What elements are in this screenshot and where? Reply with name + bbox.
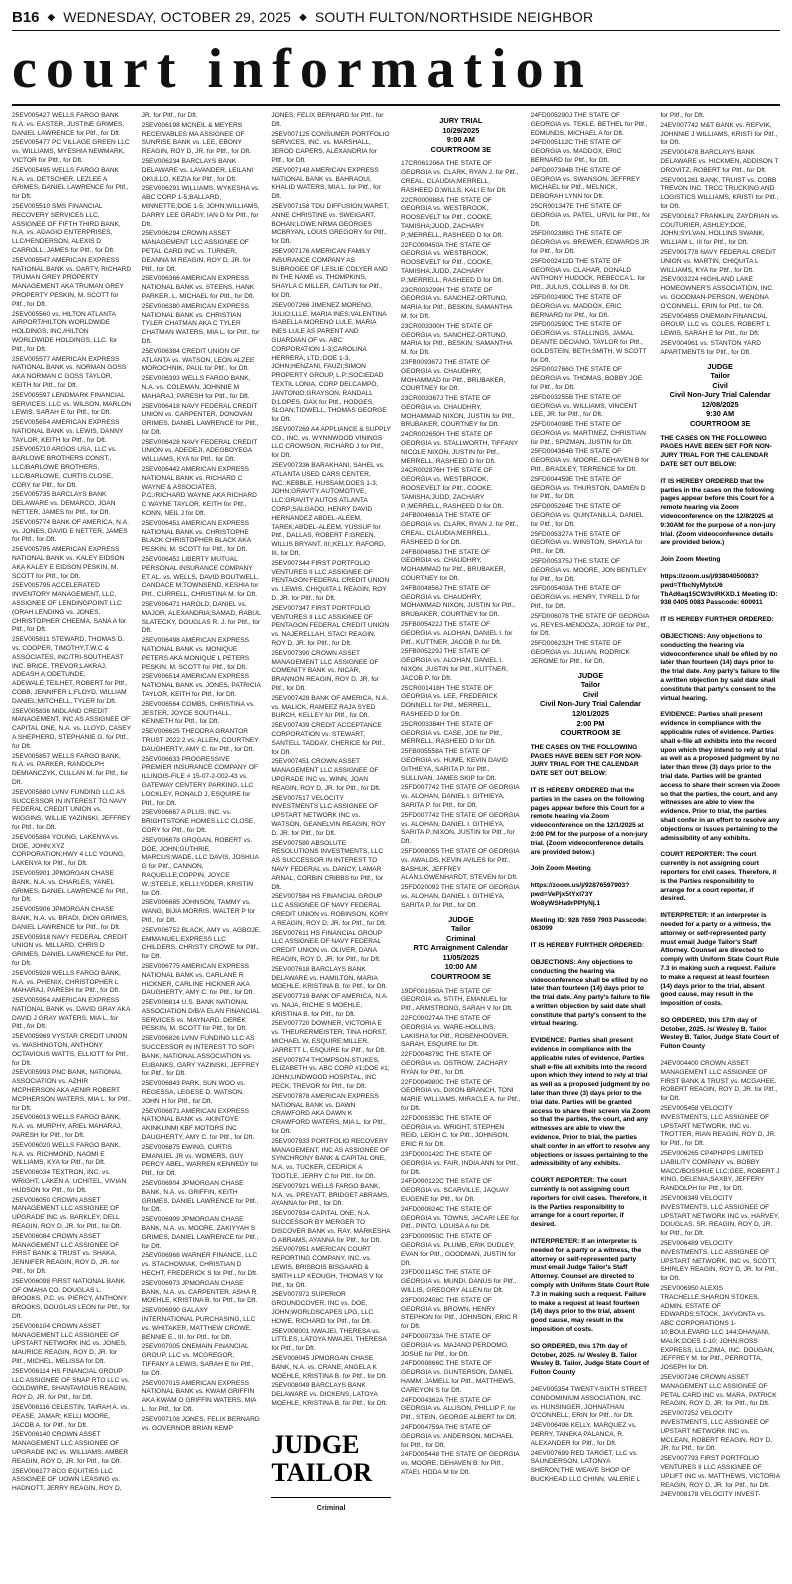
case-entry: 24FD004759A THE STATE OF GEORGIA vs. ANDERSON, MICHAEL for Pltf., for Dft. bbox=[400, 1423, 514, 1449]
calendar-heading-line: JUDGE bbox=[707, 361, 733, 371]
case-entry: 25EV007793 FIRST PORTFOLIO VENTURES II LLC ASSIGNEE OF UPLIFT INC vs. MATTHEWS, VICTORIA REAGIN, ROY D, JR. for Pltf., for Dft. bbox=[660, 1455, 780, 1489]
case-entry: 24EV007742 M&T BANK vs. REFVIK, JOHNNIE J WILLIAMS, KRISTI for Pltf., for Dft. bbox=[660, 121, 778, 147]
case-entry: 25FD008055 THE STATE OF GEORGIA vs. AWALDS, KEVIN AVILES for Pltf., BASHUK, JEFFREY ALAN;LOWENHARDT, STEVEN for Dft. bbox=[400, 847, 520, 882]
case-entry: 25EV007336 BARAKHANI, SAHEL vs. ATLANTA USED CARS CENTER, INC.;KEBBLE, HUSSAM;DOES 1-3; JOHN;GRAVITY AUTOMOTIVE, LLC;GRAVITY AUTOS ATLANTA CORP;SALGADO, HENRY DAVID HERNANDEZ ABDEL-ALEEM, TAREK;ABDEL-ALEEM, YUSSUF for Pltf., DALLAS, ROBERT F;GREEN, WILLIS BRYANT, III;;KELLY, RAFORD, III, for Dft. bbox=[271, 462, 386, 558]
calendar-heading-line: Civil Non-Jury Trial Calendar bbox=[669, 390, 771, 400]
case-entry: 25CR001347E THE STATE OF GEORGIA vs. PATEL, URVIL for Pltf., for Dft. bbox=[530, 202, 650, 228]
case-entry: 25EV006177 BCG EQUITIES LLC ASSIGNEE OF UOWN LEASING vs. HADNOTT, JERRY REAGIN, ROY D, bbox=[12, 1467, 122, 1493]
case-entry: 25FD020092 THE STATE OF GEORGIA vs. ALOHAN, DANIEL I. GITHIEYA, SARITA P. for Pltf., for Dft. bbox=[400, 884, 520, 909]
case-entry: 25EV005654 AMERICAN EXPRESS NATIONAL BANK vs. LEWIS, DANNY TAYLOR, KEITH for Pltf., for Dft. bbox=[12, 419, 124, 444]
column-3 bbox=[271, 112, 391, 1578]
case-entry: 25EV007951 AMERICAN COURT REPORTING COMPANY, INC. vs. LEWIS, BRISBOIS BISGAARD & SMITH LLP KEOUGH, THOMAS V for Pltf., for Dft. bbox=[271, 1246, 384, 1289]
order-paragraph: COURT REPORTER: The court currently is not assigning court reporters for civil cases. Therefore, it is the Parties responsibility to arrange for a court reporter, if desired. bbox=[530, 1177, 647, 1229]
case-entry: 25FD002590C THE STATE OF GEORGIA vs. STALLINGS, JAMAL DEANTE DECIANO, TAYLOR for Pltf., GOLDSTEIN, BETH;SMITH, W SCOTT for Dft. bbox=[530, 321, 647, 364]
case-entry: 25EV006034 TEXTRON, INC. vs. WRIGHT, LAKEN A. UCHITEL, VIVIAN HUDSON for Pltf., for Dft. bbox=[12, 1169, 127, 1194]
order-paragraph: INTERPRETER: If an interpreter is needed for a party or a witness, the attorney or self-represented party must email Judge Tailor's Staff Attorney. Counsel are directed to comply with Uniform State Court Rule 7.3 in making such a request. Failure to make a request at least fourteen (14) days prior to the trial, absent good cause, may result in the imposition of costs. bbox=[530, 1238, 650, 1333]
case-entry: JR. for Pltf., for Dft. bbox=[141, 112, 198, 119]
case-entry: 25EV006291 WILLIAMS, WYKESHA vs. ABC CORP 1-5;BALLARD, MINNETTE;DOE 1-5; JOHN;WILLIAMS, DARRY LEE GRADY, IAN D for Pltf., for Dft. bbox=[141, 185, 260, 228]
case-entry: 24FD000824C THE STATE OF GEORGIA vs. TOWNS, JACARI LEE for Pltf., PINTO, LOUISA A for Dft. bbox=[400, 1205, 519, 1231]
case-entry: 25EV005427 WELLS FARGO BANK N.A. vs. EASTER, JUSTINE GRIMES, DANIEL LAWRENCE for Pltf., for Dft. bbox=[12, 112, 125, 137]
case-entry: 25EV007266 JIMENEZ MORENO, JULIO;LLLE, MARIA INES;VALENTINA ISABELLA MORENO LULE, MARIA INES LULE AS PARENT AND GUARDIAN OF vs. ABC CORPORATION 1-3;CAROLINA HERRERA, LTD.;DOE 1-3, JOHN;HENZANI, FAUZI;SIMON PROPERTY GROUP, L.P.;SOCIEDAD TEXTIL LONIA, CORP DELCAMPO, JANTONIO;GRAYSON, RANDALL D;LOPES, DAX for Pltf., HODGES, SLOAN;TIDWELL, THOMAS GEORGE for Dft. bbox=[271, 301, 387, 424]
order-paragraph: IT IS HEREBY ORDERED that the parties in the cases on the following pages appear before this Court for a remote hearing via Zoom videoconference on the 12/1/2025 at 2:00 PM for the purpose of a non-jury trial. (Zoom videoconference details are provided below.) bbox=[530, 786, 648, 856]
case-entry: 25EV007584 HS FINANCIAL GROUP LLC ASSIGNEE OF NAVY FEDERAL CREDIT UNION vs. ROBINSON, KORY A REAGIN, ROY D, JR. for Pltf., for Dft. bbox=[271, 893, 389, 927]
case-entry: 25EV006875 EWING, CURTIS EMANUEL JR vs. WOMERS, GUY PERCY ABEL, WARREN KENNEDY for Pltf., for Dft. bbox=[141, 1143, 259, 1178]
case-entry: 25FD007742 THE STATE OF GEORGIA vs. ALOHAN, DANIEL I. GITHIEYA, SARITA P.;NIXON, JUSTIN for Pltf., for Dft. bbox=[400, 811, 520, 846]
case-entry: 22FD004879C THE STATE OF GEORGIA vs. OSTROW, ZACHARY RYAN for Pltf., for Dft. bbox=[400, 1051, 508, 1076]
case-entry: 25EV006384 CREDIT UNION OF ATLANTA vs. WATSON, LEON ALZEE MOROCHNIK, PAUL for Pltf., for Dft. bbox=[141, 347, 255, 373]
case-entry: 25FD004098E THE STATE OF GEORGIA vs. MARTINEZ, CHRISTIAN for Pltf., SPIZMAN, JUSTIN for Dft. bbox=[530, 421, 646, 446]
case-entry: 25EV006950 ALEXIS TRACHELLE;SHARON STOKES, ADMIN. ESTATE OF EDWARDS;STOCK, JAYVONTA vs. ABC CORPORATIONS 1-10;BOULEVARD LLC 144;DHANANI, MALIK;DOES 1-10; JOHN;ROSS EXPRESS, LLC;ZIMA, INC. DOUGAN, JEFFREY M. for Pltf., PERROTTA, JOSEPH for Dft. bbox=[660, 1285, 775, 1372]
case-entry: 25EV007720 DOWNER, VICTORIA E vs. THEURERMEISTER, TINA HORST, MICHAEL W, ESQUIRE;MILLER, JARRETT L, ESQUIRE for Pltf., for Dft. bbox=[271, 1020, 387, 1054]
order-paragraph: OBJECTIONS: Any objections to conducting the hearing via videoconference shall be efiled by no later than fourteen (14) days prior to the trial date. Any party's failure to file a written objection by said date shall constitute that party's consent to the virtual hearing. bbox=[660, 633, 780, 702]
case-entry: 25EV006843 PARK, SUN WOO vs. REGESSA, LEGESE D. WATSON, JOHN H for Pltf., for Dft. bbox=[141, 1080, 246, 1105]
case-entry: 25EV006973 JPMORGAN CHASE BANK, N.A. vs. CARPENTER, ASHA R. MOEHLE, KRISTINA B. for Pltf., for Dft. bbox=[141, 1279, 259, 1305]
case-entry: 25EV006084 CROWN ASSET MANAGEMENT LLC ASSIGNEE OF FIRST BANK & TRUST vs. SHAKA, JENNIFER REAGIN, ROY D, JR. for Pltf., for Dft. bbox=[12, 1232, 120, 1275]
case-entry: 25FD002490C THE STATE OF GEORGIA vs. MADDOX, ERIC BERNARD for Pltf., for Dft. bbox=[530, 293, 622, 319]
case-entry: 23FD001145C THE STATE OF GEORGIA vs. MUNDI, DANUS for Pltf., WILLIS, GREGORY ALLEN for Dft. bbox=[400, 1269, 517, 1294]
case-entry: 25EV005560 vs. HILTON ATLANTA AIRPORT/HILTON WORLDWIDE HOLDINGS, INC./HILTON WORLDWIDE HOLDINGS, LLC. for Pltf., for Dft. bbox=[12, 310, 118, 353]
calendar-heading-line: 9:00 AM bbox=[446, 135, 475, 145]
case-entry: 25EV007933 PORTFOLIO RECOVERY MANAGEMENT, INC AS ASSIGNEE OF SYNCHRONY BANK & CAPITAL ONE, N.A. vs. TUCKER, CEDRICK A TOOTLE, JERRY C for Pltf., for Dft. bbox=[271, 1137, 390, 1181]
case-entry: 25EV005836 MIDLAND CREDIT MANAGEMENT, INC AS ASSIGNEE OF CAPITAL ONE, N.A. vs. LLOYD, CASEY A SHEPHERD, STEPHANIE G. for Pltf., for Dft. bbox=[12, 707, 131, 750]
order-paragraph: THE CASES ON THE FOLLOWING PAGES HAVE BEEN SET FOR NON-JURY TRIAL FOR THE CALENDAR DATE SET OUT BELOW: bbox=[530, 743, 643, 778]
case-entry: 25EV006393 WELLS FARGO BANK, N.A. vs. COLEMAN, JOHNNIE M MAHARAJ, PARESH for Pltf., for Dft. bbox=[141, 375, 251, 400]
case-entry: 25FD003255B THE STATE OF GEORGIA vs. WILLIAMS, VINCENT LEE, JR. for Pltf., for Dft. bbox=[530, 393, 638, 419]
case-entry: 25EV006871 AMERICAN EXPRESS NATIONAL BANK vs. AKINTOYE AKINKUNMI KBF MOTORS INC DAUGHERTY, AMY C. for Pltf., for Dft. bbox=[141, 1107, 255, 1142]
case-entry: 25EV006116 CELESTIN, TAIRAH A. vs. PEASE, JAMAR; KELLI MOORE, JACOB A. for Pltf., for Dft. bbox=[12, 1403, 129, 1429]
case-entry: 25EV005458 VELOCITY INVESTMENTS, LLC ASSIGNEE OF UPSTART NETWORK, INC vs. TROTTER, RIAN REAGIN, ROY D, JR. for Pltf., for Dft. bbox=[660, 1105, 776, 1148]
case-entry: 25EV006909 JPMORGAN CHASE BANK, N.A. vs. MOORE, ZAKIYYAH S GRIMES, DANIEL LAWRENCE for Pltf., for Dft. bbox=[141, 1216, 259, 1250]
case-entry: 25EV006471 HAROLD, DANIEL vs. MAJOR, ALEXANDRIA;SAMAD, RABUL SLATECKY, DOUGLAS R. J. for Pltf., for Dft. bbox=[141, 601, 261, 635]
section-name: SOUTH FULTON/NORTHSIDE NEIGHBOR bbox=[314, 9, 594, 25]
case-entry: 25EV008049 BARCLAYS BANK DELAWARE vs. DICKENS, LATOYA MOEHLE, KRISTINA B. for Pltf., for Dft. bbox=[271, 1382, 388, 1407]
case-entry: 25EV006990 GALAXY INTERNATIONAL PURCHASING, LLC vs. WHITAKER, MATTHEW CROWE, BENNIE E., III. for Pltf., for Dft. bbox=[141, 1307, 256, 1341]
case-entry: 25EV006904 JPMORGAN CHASE BANK, N.A. vs. GRIFFIN, KEITH GRIMES, DANIEL LAWRENCE for Pltf., for Dft. bbox=[141, 1180, 259, 1214]
case-entry: 25EV006265 CP4PHPPS LIMITED LIABILITY COMPANY vs. BOBBY MACC/BOSSHUE LLC;GEE, ROBERT J KING, DELENIA;SAXBY, JEFFERY RANDOLPH for Pltf., for Dft. bbox=[660, 1150, 780, 1193]
case-entry: 25FD005375J THE STATE OF GEORGIA vs. MOORE, JON BENTLEY for Pltf., for Dft. bbox=[530, 558, 647, 583]
case-entry: 25EV006104 CROWN ASSET MANAGEMENT LLC ASSIGNEE OF UPSTART NETWORK INC vs. JONES, MAURICE REAGIN, ROY D, JR. for Pltf., MICHEL, MELISSA for Dft. bbox=[12, 1322, 127, 1365]
calendar-heading-line: Civil Non-Jury Trial Calendar bbox=[539, 699, 642, 709]
case-entry: 25EV006775 AMERICAN EXPRESS NATIONAL BANK vs. CARLANE R HICKNER, CARLINE HICKNER AKA DAUGHERTY, AMY C. for Pltf., for Dft. bbox=[141, 962, 255, 997]
case-entry: 25EV006442 AMERICAN EXPRESS NATIONAL BANK vs. RICHARD C WAYNE & ASSOCIATES, P.C./RICHARD WAYNE AKA RICHARD C WAYNE TAYLOR, KEITH for Pltf., KONN, NEIL J for Dft. bbox=[141, 466, 257, 518]
case-entry: 25EV006428 NAVY FEDERAL CREDIT UNION vs. ADEDEJI, ADEGBOYEGA WILLIAMS, KYA for Pltf., for Dft. bbox=[141, 438, 258, 464]
case-entry: 25EV005735 BARCLAYS BANK DELAWARE vs. DEMARCO, JOAN NETTER, JAMES for Pltf., for Dft. bbox=[12, 491, 116, 517]
case-entry: 25EV007158 TDU DIFFUSION;WARET, ANNE CHRISTINE vs. SWEIGART, BOHAN;LOWE;NRMA GEORGES MCBRYAN, LOUIS GREGORY for Pltf., for Dft. bbox=[271, 202, 389, 246]
order-paragraph: EVIDENCE: Parties shall present evidence in compliance with the applicable rules of evidence. Parties shall e-file all exhibits into the record upon which they intend to rely at trial as well as a proposed judgment by no later than three (3) days prior to the trial date. Parties will be granted access to share their screen via Zoom so that the parties, the court, and any witnesses are able to view the evidence. Prior to trial, the parties shall confer in an effort to resolve any objections or issues pertaining to the admissibility of any exhibits. bbox=[660, 711, 780, 842]
calendar-heading-line: COURTROOM 3E bbox=[430, 144, 491, 154]
case-entry: 24FD000122C THE STATE OF GEORGIA vs. SCARVILLE, JAQUAY EUGENE for Pltf., for Dft. bbox=[400, 1178, 510, 1203]
case-entry: 25EV007246 CROWN ASSET MANAGEMENT LLC ASSIGNEE OF PETAL CARD INC vs. MARA, PATRICK REAGIN, ROY D, JR. for Pltf., for Dft. bbox=[660, 1373, 777, 1408]
case-entry: 25EV007428 BANK OF AMERICA, N.A. vs. MALICK, RAMEEZ RAJA SYED BURCH, KELLEY for Pltf., for Dft. bbox=[271, 694, 389, 720]
case-entry: 25EV006020 WELLS FARGO BANK, N.A. vs. RICHMOND, NAOMI E WILLIAMS, KYA for Pltf., for Dft. bbox=[12, 1141, 121, 1167]
case-entry: 25EV007015 AMERICAN EXPRESS NATIONAL BANK vs. KWAM GRIFFIN AKA KWAM O GRIFFIN WATERS, MIA L. for Pltf., for Dft. bbox=[141, 1379, 257, 1413]
order-paragraph: IT IS HEREBY ORDERED that the parties in the cases on the following pages appear before this Court for a remote hearing via Zoom videoconference on the 12/8/2025 at 9:30AM for the purpose of a non-jury trial. (Zoom videoconference details are provided below.) bbox=[660, 477, 776, 547]
calendar-heading bbox=[660, 362, 780, 429]
page-number: B16 bbox=[12, 8, 40, 26]
case-entry: 25EV005577 AMERICAN EXPRESS NATIONAL BANK vs. NORMAN GOSS AKA NORMAN C GOSS TAYLOR, KEITH for Pltf., for Dft. bbox=[12, 355, 127, 389]
column-1 bbox=[12, 112, 132, 1578]
calendar-heading-line: 11/05/2025 bbox=[442, 952, 480, 962]
order-paragraph: https://zoom.us/j/93804050083?pwd=TfbcNyMyIxU6 TbAd6aq15CW3vlRKXD.1 Meeting ID: 938 0405 0083 Passcode: 600911 bbox=[660, 573, 778, 607]
order-paragraph: THE CASES ON THE FOLLOWING PAGES HAVE BEEN SET FOR NON-JURY TRIAL FOR THE CALENDAR DATE SET OUT BELOW: bbox=[660, 434, 772, 469]
case-entry: 25EV001478 BARCLAYS BANK DELAWARE vs. HICKMEN, ADDISON T OROVITZ, ROBERT for Pltf., for Dft. bbox=[660, 149, 779, 174]
case-entry: for Pltf., for Dft. bbox=[660, 112, 705, 119]
case-entry: 25EV007451 CROWN ASSET MANAGEMENT LLC ASSIGNEE OF UPGRADE INC vs. WINN, JOAN REAGIN, ROY D, JR. for Pltf., for Dft. bbox=[271, 758, 381, 792]
case-entry: 24FB004661A THE STATE OF GEORGIA vs. CLARK, RYAN J. for Pltf., CREAL, CLAUDIA;MERRELL, RASHEED D for Dft. bbox=[400, 512, 519, 546]
case-entry: 25EV007176 AMERICAN FAMILY INSURANCE COMPANY AS SUBROGEE OF LESLIE COLYER AND IN THE NAME vs. THOMPKINS, SHAYLA C MILLER, CAITLIN for Pltf., for Dft. bbox=[271, 247, 388, 299]
order-paragraph: INTERPRETER: If an interpreter is needed for a party or a witness, the attorney or self-represented party must email Judge Tailor's Staff Attorney. Counsel are directed to comply with Uniform State Court Rule 7.3 in making such a request. Failure to make a request at least fourteen (14) days prior to the trial, absent good cause, may result in the imposition of costs. bbox=[660, 912, 780, 1008]
case-entry: 25FD004364B THE STATE OF GEORGIA vs. MOORE, DEHAVEN B for Pltf., BRADLEY, TERRENCE for Dft. bbox=[530, 448, 649, 474]
order-paragraph: https://zoom.us/j/92876597903?pwd=VePjx5tYxI73Y Wo8yWSHa9rPPfyNj.1 bbox=[530, 882, 630, 907]
calendar-heading-line: COURTROOM 3E bbox=[560, 728, 621, 738]
case-entry: 25EV007125 CONSUMER PORTFOLIO SERVICES, INC. vs. MARSHALL, JEROD CAPERS, ALEXANDRIA for Pltf., for Dft. bbox=[271, 130, 390, 164]
column-4 bbox=[401, 112, 521, 1578]
case-entry: 25FD002412D THE STATE OF GEORGIA vs. CLAHAR, DONALD ANTHONY HUDOCK, REBECCA L. for Pltf., JULIUS, COLLINS B. for Dft. bbox=[530, 257, 646, 292]
case-entry: 25CR003384H THE STATE OF GEORGIA vs. CASE, JOE for Pltf., MERRELL, RASHEED D for Dft. bbox=[400, 720, 503, 746]
case-entry: 25EV005795 ACCELERATED INVENTORY MANAGEMENT, LLC, ASSIGNEE OF LENDINGPOINT LLC (ORAH LENDING vs. JONES, CHRISTOPHER CHEEMA, SANA A for Pltf., for Dft. bbox=[12, 582, 127, 634]
case-entry: 25EV007347 FIRST PORTFOLIO VENTURES II LLC ASSIGNEE OF PENTAGON FEDERAL CREDIT UNION vs. NAJERELLAH, STACI REAGIN, ROY D, JR. for Pltf., for Dft. bbox=[271, 604, 390, 648]
order-paragraph: Join Zoom Meeting bbox=[660, 556, 721, 564]
case-entry: 25EV007517 VELOCITY INVESTMENTS LLC ASSIGNEE OF UPSTART NETWORK INC vs. WATSON, GEANELVIN REAGIN, ROY D, JR. for Pltf., for Dft. bbox=[271, 794, 386, 837]
case-entry: 25CR001418H THE STATE OF GEORGIA vs. LEE, FREDERICK DONNELL for Pltf., MERRELL, RASHEED D for Dft. bbox=[400, 684, 498, 718]
case-entry: 25FD005284E THE STATE OF GEORGIA vs. QUINTANILLA, DANIEL for Pltf., for Dft. bbox=[530, 503, 644, 528]
case-entry: 24EV008178 VELOCITY INVEST- bbox=[660, 1491, 761, 1499]
case-entry: 24FB004856J THE STATE OF GEORGIA vs. CHAUDHRY, MOHAMMAD for Pltf., BRUBAKER, COURTNEY for Dft. bbox=[400, 548, 506, 583]
case-entry: 25EV006685 JOHNSON, TAMMY vs. WANG, BIJIA MORRIS, WALTER P for Pltf., for Dft. bbox=[141, 899, 256, 924]
page-header bbox=[12, 6, 780, 28]
case-entry: 25EV006050 CROWN ASSET MANAGEMENT LLC ASSIGNEE OF UPGRADE INC vs. BARKLEY, DELL REAGIN, ROY D, JR. for Pltf., for Dft. bbox=[12, 1196, 122, 1231]
case-entry: 25EV007580 ABSOLUTE RESOLUTIONS INVESTMENTS, LLC AS SUCCESSOR IN INTEREST TO NAVY FEDERAL vs. DANCY, LAMAR ARNAL, CORBIN CRIBBS for Pltf., for Dft. bbox=[271, 839, 384, 891]
case-entry: 25EV007972 SUPERIOR GROUNDCOVER, INC vs. DOE, JOHN;WORLDSCAPES LPG, LLC HOWE, RICHARD for Pltf., for Dft. bbox=[271, 1291, 374, 1325]
case-entry: 25FB005229J THE STATE OF GEORGIA vs. ALOHAN, DANIEL I. NIXON, JUSTIN for Pltf., KUTTNER, JACOB P. for Dft. bbox=[400, 648, 508, 682]
header-rule bbox=[12, 30, 780, 31]
case-entry: 25EV006968 WARNER FINANCE, LLC vs. STACHOWIAK, CHRISTIAN D HECHT, FREDERICK S for Pltf., for Dft. bbox=[141, 1252, 258, 1277]
case-entry: 25EV006752 BLACK, AMY vs. AGBOJE, EMMANUEL;EXPRESS LLC CHILDERS, CHRISTY CROWE for Pltf., for Dft. bbox=[141, 926, 262, 961]
case-entry: 25FB005558A THE STATE OF GEORGIA vs. HUME, KEVIN DAVID GITHIEYA, SARITA P. for Pltf., SULLIVAN, JAMES SKIP for Dft. bbox=[400, 748, 508, 782]
calendar-heading bbox=[531, 671, 651, 738]
judge-subheading: Criminal bbox=[271, 1497, 391, 1513]
calendar-heading bbox=[401, 116, 521, 154]
calendar-heading-line: Civil bbox=[582, 689, 599, 699]
case-entry: 23CR003367J THE STATE OF GEORGIA vs. CHAUDHRY, MOHAMMAD NIXON, JUSTIN for Pltf., BRUBAKER, COURTNEY for Dft. bbox=[400, 395, 515, 429]
calendar-heading-line: Criminal bbox=[446, 933, 476, 943]
case-entry: 25EV004855 ONEMAIN FINANCIAL GROUP, LLC vs. COLES, ROBERT L LEWIS, SARAH E for Pltf., for Dft. bbox=[660, 312, 771, 338]
order-paragraph: EVIDENCE: Parties shall present evidence in compliance with the applicable rules of evidence. Parties shall e-file all exhibits into the record upon which they intend to rely at trial as well as a proposed judgment by no later than three (3) days prior to the trial date. Parties will be granted access to share their screen via Zoom so that the parties, the court, and any witnesses are able to view the evidence. Prior to trial, the parties shall confer in an effort to resolve any objections or issues pertaining to the admissibility of any exhibits. bbox=[530, 1037, 651, 1168]
case-entry: 25EV006564 COMBS, CHRISTINA vs. JESTER, JOYCE SOUTHALL, KENNETH for Pltf., for Dft. bbox=[141, 700, 255, 726]
case-entry: 24EV007699 RED TARGET, LLC vs. SAUNDERSON, LATONYA SHERON;THE WEAVE SHOP OF BUCKHEAD LLC CHINN, VALERIE L bbox=[530, 1449, 641, 1483]
case-entry: 24EV006496 KELLY, MARQUEZ vs. PERRY, TANEKA PALANCA, R. ALEXANDER for Pltf., for Dft. bbox=[530, 1422, 637, 1447]
case-entry: 25EV007874 THOMPSON-STUKES, ELIZABETH vs. ABC CORP #1;DOE #1; JOHN;LINDWOOD HOSPITAL, INC PECK, TREVOR for Pltf., for Dft. bbox=[271, 1056, 390, 1091]
calendar-heading-line: 9:30 AM bbox=[706, 409, 735, 419]
case-entry: 25EV007611 HS FINANCIAL GROUP LLC ASSIGNEE OF NAVY FEDERAL CREDIT UNION vs. OLIVER, DANA REAGIN, ROY D, JR. for Pltf., for Dft. bbox=[271, 929, 382, 963]
case-entry: 25EV007618 BARCLAYS BANK DELAWARE vs. HAMILTON, MARIA MOEHLE, KRISTINA B. for Pltf., for Dft. bbox=[271, 965, 388, 991]
case-entry: 25EV007344 FIRST PORTFOLIO VENTURES II LLC ASSIGNEE OF PENTAGON FEDERAL CREDIT UNION vs. LEWIS, CHIQUITA L REAGIN, ROY D, JR. for Pltf., for Dft. bbox=[271, 559, 390, 603]
columns bbox=[12, 112, 780, 1578]
case-entry: 25EV007719 BANK OF AMERICA, N.A. vs. NAJA, RICHIE S MOEHLE, KRISTINA B. for Pltf., for Dft. bbox=[271, 993, 389, 1018]
case-entry: 25EV006826 LVNV FUNDING LLC AS SUCCESSOR IN INTEREST TO SOFI BANK, NATIONAL ASSOCIATION vs. EUBANKS, GARY YAZINSKI, JEFFREY for Pltf., for Dft. bbox=[141, 1035, 260, 1078]
case-entry: 25EV005993 PNC BANK, NATIONAL ASSOCIATION vs. AZHIR MCPHERSON AKA AENIR ROBERT MCPHERSON WATERS, MIA L. for Pltf., for Dft. bbox=[12, 1069, 132, 1112]
case-entry: 25EV007439 CREDIT ACCEPTANCE CORPORATION vs. STEWART, SANTELL TADDAY, CHERICE for Pltf., for Dft. bbox=[271, 722, 385, 756]
case-entry: 25EV006498 AMERICAN EXPRESS NATIONAL BANK vs. MONIQUE PETERS AKA MONIQUE L PETERS PESKIN, M. SCOTT for Pltf., for Dft. bbox=[141, 637, 250, 671]
case-entry: 25EV001778 NAVY FEDERAL CREDIT UNION vs. MARTIN, CHIQUITA L WILLIAMS, KYA for Pltf., for Dft. bbox=[660, 248, 776, 274]
case-entry: 24CR002876H THE STATE OF GEORGIA vs. WESTBROOK, ROOSEVELT for Pltf., COOKE, TAMISHA;JUDD, ZACHARY P.;MERRELL, RASHEED D for Dft. bbox=[400, 467, 504, 510]
case-entry: 25FD006078 THE STATE OF GEORGIA vs. REYES-MENDOZA, JORGE for Pltf., for Dft. bbox=[530, 612, 650, 638]
case-entry: 25EV006140 CROWN ASSET MANAGEMENT LLC ASSIGNEE OF UPGRADE INC vs. WILLIAMS, AMBER REAGIN, ROY D, JR. for Pltf., for Dft. bbox=[12, 1431, 129, 1465]
case-entry: 22CR000988A THE STATE OF GEORGIA vs. WESTBROOK, ROOSEVELT for Pltf., COOKE, TAMISHA;JUDD, ZACHARY P.;MERRELL, RASHEED D for Dft. bbox=[400, 196, 504, 239]
calendar-heading-line: COURTROOM 3E bbox=[689, 419, 751, 429]
case-entry: 25EV006234 BARCLAYS BANK DELAWARE vs. LAVANDER, LEILANI OKULLO, KEZIA for Pltf., for Dft. bbox=[141, 157, 254, 183]
case-entry: 25FD002388G THE STATE OF GEORGIA vs. BREWER, EDWARDS JR for Pltf., for Dft. bbox=[530, 230, 650, 255]
case-entry: 25EV006380 AMERICAN EXPRESS NATIONAL BANK vs. CHRISTIAN TYLER CHATMAN AKA C TYLER CHATMAN WATERS, MIA L. for Pltf., for Dft. bbox=[141, 302, 260, 345]
order-paragraph: IT IS HEREBY FURTHER ORDERED: bbox=[660, 616, 774, 624]
case-entry: 25EV007269 A4 APPLIANCE & SUPPLY CO., INC. vs. WYNNWOOD VININGS LLC CROWSON, RICHARD J for Pltf., for Dft. bbox=[271, 425, 391, 460]
case-entry: 25EV006452 LIBERTY MUTUAL PERSONAL INSURANCE COMPANY ET AL. vs. WELLS, DAVID BOUTWELL, CANDACE M;TOWNSEND, KESHIA for Pltf., CURRELL, CHRISTINA M. for Dft. bbox=[141, 556, 260, 599]
case-entry: 25EV007390 CROWN ASSET MANAGEMENT LLC ASSIGNEE OF COMENITY BANK vs. NICAR, BRANNON REAGIN, ROY D, JR. for Pltf., for Dft. bbox=[271, 649, 379, 692]
calendar-heading-line: 10/29/2025 bbox=[442, 125, 480, 135]
case-entry: 25EV008045 JPMORGAN CHASE BANK, N.A. vs. CRANE, ANGELA K MOEHLE, KRISTINA B. for Pltf., for Dft. bbox=[271, 1354, 388, 1380]
case-entry: 25EV008001 NWAJEI, THERESA vs. LITTLES, LATOYA NWAJEI, THERESA for Pltf., for Dft. bbox=[271, 1327, 387, 1353]
case-entry: 22FC000274A THE STATE OF GEORGIA vs. WARE-HOLLINS, LAKISHA for Pltf., ROSENHOOVER, SARAH, ESQUIRE for Dft. bbox=[400, 1015, 509, 1049]
order-paragraph: IT IS HEREBY FURTHER ORDERED: bbox=[530, 942, 645, 950]
case-entry: 23FD002408C THE STATE OF GEORGIA vs. BROWN, HENRY STEPHON for Pltf., JOHNSON, ERIC R for Dft. bbox=[400, 1296, 518, 1331]
calendar-heading-line: Tailor bbox=[451, 924, 471, 934]
case-entry: 24FD005290J THE STATE OF GEORGIA vs. TEKLE, BETHEL for Pltf., EDMUNDS, MICHAEL A for Dft. bbox=[530, 112, 648, 137]
calendar-heading bbox=[401, 915, 521, 982]
case-entry: 25EV006098 FIRST NATIONAL BANK OF OMAHA CO. DOUGLAS L. BROOKS, P.C. vs. PIERCY, ANTHONY BROOKS, DOUGLAS LEON for Pltf., for Dft. bbox=[12, 1277, 130, 1320]
case-entry: 25EV005495 WELLS FARGO BANK N.A. vs. DETSCHER, LEZLEE A GRIMES, DANIEL LAWRENCE for Pltf., for Dft. bbox=[12, 166, 129, 201]
case-entry: 25EV005785 AMERICAN EXPRESS NATIONAL BANK vs. KALEY EIDSON AKA KALEY E EIDSON PESKIN, M. SCOTT for Pltf., for Dft. bbox=[12, 546, 125, 580]
case-entry: 25EV007252 VELOCITY INVESTMENTS, LLC ASSIGNEE OF UPSTART NETWORK INC vs. MCLEAN, ROBERT REAGIN, ROY D, JR. for Pltf., for Dft. bbox=[660, 1410, 773, 1453]
case-entry: 25EV006814 U.S. BANK NATIONAL ASSOCIATION D/B/A ELAN FINANCIAL SERVICES vs. MAYNARD, DEREK PESKIN, M. SCOTT for Pltf., for Dft. bbox=[141, 999, 261, 1033]
case-entry: 25EV005547 AMERICAN EXPRESS NATIONAL BANK vs. DARTY, RICHARD TRUMAN GREY PROPERTY MANAGEMENT AKA TRUMAN GREY PROPERTY PESKIN, M. SCOTT for Pltf., for Dft. bbox=[12, 256, 132, 308]
case-entry: 25EV007878 AMERICAN EXPRESS NATIONAL BANK vs. DAWN CRAWFORD AKA DAWN K CRAWFORD WATERS, MIA L. for Pltf., for Dft. bbox=[271, 1092, 387, 1136]
order-paragraph: SO ORDERED, this 17th day of October, 2025. /s/ Wesley B. Tailor Wesley B. Tailor, Judge State Court of Fulton County bbox=[530, 1342, 650, 1377]
case-entry: 23FD000142C THE STATE OF GEORGIA vs. FAIR, INDIA ANN for Pltf., for Dft. bbox=[400, 1151, 519, 1176]
calendar-heading-line: 12/08/2025 bbox=[701, 399, 739, 409]
case-entry: 25EV006114 HS FINANCIAL GROUP LLC ASSIGNEE OF SNAP RTO LLC vs. GOLDWIRE, SHANTAVIOUS REAGIN, ROY D, JR. for Pltf., for Dft. bbox=[12, 1367, 130, 1402]
calendar-heading-line: COURTROOM 3E bbox=[430, 972, 491, 982]
case-entry: 25FD006232H THE STATE OF GEORGIA vs. JULIAN, RODRICK JEROME for Pltf., for Dft. bbox=[530, 640, 630, 665]
case-entry: 25EV004961 vs. STANTON YARD APARTMENTS for Pltf., for Dft. bbox=[660, 339, 761, 356]
case-entry: 24FD000733A THE STATE OF GEORGIA vs. MAJANO PERDOMO, JOSUE for Pltf., for Dft. bbox=[400, 1332, 509, 1358]
case-entry: 25EV006013 WELLS FARGO BANK, N.A. vs. MURPHY, ARIEL MAHARAJ, PARESH for Pltf., for Dft. bbox=[12, 1114, 122, 1140]
case-entry: 25EV006349 VELOCITY INVESTMENTS, LLC ASSIGNEE OF UPSTART NETWORK INC vs. HARVEY, DOUGLAS, SR. REAGIN, ROY D, JR. for Pltf., for Dft. bbox=[660, 1195, 780, 1238]
case-entry: 24FD005112C THE STATE OF GEORGIA vs. MADDOX, ERIC BERNARD for Pltf., for Dft. bbox=[530, 139, 622, 164]
case-entry: 25EV007921 WELLS FARGO BANK, N.A. vs. PREYATT, BRIDGET ABRAMS, AYANNA for Pltf., for Dft. bbox=[271, 1182, 389, 1208]
case-entry: 25EV003224 HIGHLAND LAKE HOMEOWNER'S ASSOCIATION, INC. vs. GOODMAN-PERSON, WENONA O'CONNELL, ERIN for Pltf., for Dft. bbox=[660, 276, 774, 310]
case-entry: 25EV007934 CAPITAL ONE, N.A. SUCCESSOR BY MERGER TO DISCOVER BANK vs. RAY, MARKESHA O ABRAMS, AYANNA for Pltf., for Dft. bbox=[271, 1210, 391, 1244]
calendar-heading-line: RTC Arraignment Calendar bbox=[413, 943, 509, 953]
case-entry: 23FD000950C THE STATE OF GEORGIA vs. PLUMB, ERIK DUDLEY, EVAN for Pltf., GOODMAN, JUSTIN for Dft. bbox=[400, 1233, 516, 1267]
case-entry: 25EV006451 AMERICAN EXPRESS NATIONAL BANK vs. CHRISTOPHE BLACK CHRISTOPHER BLACK AKA PESKIN, M. SCOTT for Pltf., for Dft. bbox=[141, 519, 251, 554]
case-entry: 25EV005880 LVNV FUNDING LLC AS SUCCESSOR IN INTEREST TO NAVY FEDERAL CREDIT UNION vs. WIGGINS, WILLIE YAZINSKI, JEFFREY for Pltf., for Dft. bbox=[12, 788, 131, 831]
calendar-heading-line: JUDGE bbox=[448, 914, 474, 924]
diamond-icon: ◆ bbox=[47, 11, 56, 23]
diamond-icon: ◆ bbox=[299, 11, 307, 23]
order-paragraph: COURT REPORTER: The court currently is not assigning court reporters for civil cases. Therefore, it is the Parties responsibility to arrange for a court reporter, if desired. bbox=[660, 851, 777, 903]
case-entry: 25EV001281 BANK, TRUIST vs. COBB TREVON INC. TRCC TRUCKING AND LOGISTICS WILLIAMS, KRISTI for Pltf., for Dft. bbox=[660, 176, 779, 210]
case-entry: 25EV005510 SMS FINANCIAL RECOVERY SERVICES LLC, ASSIGNEE OF FIFTH THIRD BANK, N.A. vs. ADAGIO ENTERPRISES, LLC/HENDERSON, ALEXIS D CARROLL, JAMES for Pltf., for Dft. bbox=[12, 202, 121, 254]
case-entry: 25EV005928 WELLS FARGO BANK, N.A. vs. PHENIX, CHRISTOPHER L MAHARAJ, PARESH for Pltf., for Dft. bbox=[12, 969, 121, 995]
judge-heading: JUDGE TAILOR bbox=[271, 1429, 372, 1487]
case-entry: 25EV006633 PROGRESSIVE PREMIER INSURANCE COMPANY OF ILLINOIS-FILE # 15-07-2-002-43 vs. GATEWAY CENTERY PARKING, LLC LOCKLEY, RONALD J, ESQUIRE for Pltf., for Dft. bbox=[141, 755, 258, 807]
case-entry: 25EV005884 YOUNG, LAKENYA vs. DIOE, JOHN;XYZ CORPORATION;HWY 4 LLC YOUNG, LAKENYA for Pltf., for Dft. bbox=[12, 833, 125, 868]
case-entry: 22FD004980C THE STATE OF GEORGIA vs. DIXON-BRANCH, TONI MARIE WILLIAMS, MIRACLE A. for Pltf., for Dft. bbox=[400, 1078, 521, 1113]
case-entry: JONES, FELIX BERNARD for Pltf., for Dft. bbox=[271, 112, 384, 128]
case-entry: 25EV006294 CROWN ASSET MANAGEMENT LLC ASSIGNEE OF PETAL CARD INC vs. TURNER, DEANNA M REAGIN, ROY D, JR. for Pltf., for Dft. bbox=[141, 230, 251, 273]
calendar-heading-line: JURY TRIAL bbox=[439, 116, 483, 125]
order-paragraph: Meeting ID: 928 7659 7903 Passcode: 063099 bbox=[530, 916, 647, 933]
column-2 bbox=[142, 112, 262, 1578]
order-paragraph: SO ORDERED, this 17th day of October, 2025. /s/ Wesley B. Tailor Wesley B. Tailor, Judge State Court of Fulton County bbox=[660, 1016, 779, 1051]
case-entry: 25FD002766G THE STATE OF GEORGIA vs. THOMAS, BOBBY JOE for Pltf., for Dft. bbox=[530, 366, 643, 391]
case-entry: 24FD000866C THE STATE OF GEORGIA vs. GUNTERSON, DANIEL HAMM, JAMELL for Pltf., MATTHEWS, CAREYON S for Dft. bbox=[400, 1360, 515, 1394]
case-entry: 25EV006514 AMERICAN EXPRESS NATIONAL BANK vs. JONES, PATRICIA TAYLOR, KEITH for Pltf., for Dft. bbox=[141, 673, 261, 698]
masthead-title: court information bbox=[12, 38, 593, 100]
case-entry: 25EV005597 LENDMARK FINANCIAL SERVICES, LLC vs. WILSON, MARLON LEWIS, SARAH E for Pltf., for Dft. bbox=[12, 391, 131, 417]
case-entry: 23CR003299H THE STATE OF GEORGIA vs. SANCHEZ-ORTUNO, MARIA for Pltf., BESKIN, SAMANTHA M. for Dft. bbox=[400, 286, 513, 320]
case-entry: 25EV006667 A PLUS, INC. vs. BRIGHTSTONE HOMES LLC CLOSE, CORY for Pltf., for Dft. bbox=[141, 809, 256, 834]
calendar-heading-line: 2:00 PM bbox=[576, 718, 605, 728]
column-5 bbox=[531, 112, 651, 1578]
case-entry: 22FC000450A THE STATE OF GEORGIA vs. WESTBROOK, ROOSEVELT for Pltf., COOKE, TAMISHA;JUDD, ZACHARY P.;MERRELL, RASHEED D for Dft. bbox=[400, 241, 504, 284]
case-entry: 25EV005969 VYSTAR CREDIT UNION vs. WASHINGTON, ANTHONY OCTAVIOUS WATTS, ELLIOTT for Pltf., for Dft. bbox=[12, 1033, 129, 1067]
case-entry: 25EV006625 THEODRA GRANTOR TRUST 2022 2 vs. ALLEN, COURTNEY DAUGHERTY, AMY C. for Pltf., for Dft. bbox=[141, 728, 259, 753]
case-entry: 25EV007005 ONEMAIN FINANCIAL GROUP, LLC vs. MCGREGOR, TIFFANY A LEWIS, SARAH E for Pltf., for Dft. bbox=[141, 1343, 254, 1377]
order-paragraph: OBJECTIONS: Any objections to conducting the hearing via videoconference shall be efiled by no later than fourteen (14) days prior to the trial date. Any party's failure to file a written objection by said date shall constitute that party's consent to the virtual hearing. bbox=[530, 958, 650, 1028]
case-entry: 25EV005477 PC VILLAGE GREEN LLC vs. WILLIAMS, MYESHIA NEWMARK, VICTOR for Pltf., for Dft. bbox=[12, 139, 130, 164]
case-entry: 17CR061206A THE STATE OF GEORGIA vs. CLARK, RYAN J. for Pltf., CREAL, CLAUDIA;MERRELL, RASHEED D;WILLS, KALI E for Dft. bbox=[400, 160, 519, 194]
case-entry: 19DF001650A THE STATE OF GEORGIA vs. STITH, EMANUEL for Pltf., ARMSTRONG, SARAH V for Dft. bbox=[400, 987, 513, 1013]
case-entry: 24FD005448 THE STATE OF GEORGIA vs. MOORE, DEHAVEN B. for Pltf., ATAEI, HODA M for Dft. bbox=[400, 1451, 520, 1476]
case-entry: 25EV005774 BANK OF AMERICA, N.A. vs. JONES, DAVID E NETTER, JAMES for Pltf., for Dft. bbox=[12, 518, 129, 544]
case-entry: 25FD005327A THE STATE OF GEORGIA vs. WINSTON, SHAYLA for Pltf., for Dft. bbox=[530, 530, 643, 556]
case-entry: 25FB005422J THE STATE OF GEORGIA vs. ALOHAN, DANIEL I. for Pltf., KUTTNER, JACOB P. for Dft. bbox=[400, 621, 513, 646]
case-entry: 25EV005901 JPMORGAN CHASE BANK, N.A. vs. CHARLES, YANEL GRIMES, DANIEL LAWRENCE for Pltf., for Dft. bbox=[12, 869, 129, 904]
case-entry: 25FD007742 THE STATE OF GEORGIA vs. ALOHAN, DANIEL I. GITHIEYA, SARITA P. for Pltf., for Dft. bbox=[400, 784, 520, 809]
case-entry: 25EV007108 JONES, FELIX BERNARD vs. GOVERNOR BRIAN KEMP bbox=[141, 1415, 260, 1432]
calendar-heading-line: Civil bbox=[712, 380, 728, 390]
case-entry: 25EV005954 AMERICAN EXPRESS NATIONAL BANK vs. DAVID GRAY AKA DAVID J GRAY WATERS, MIA L. for Pltf., for Dft. bbox=[12, 997, 130, 1031]
case-entry: 25EV006418 NAVY FEDERAL CREDIT UNION vs. CARPENTER, DONOVAN GRIMES, DANIEL LAWRENCE for Pltf., for Dft. bbox=[141, 402, 259, 436]
case-entry: 25EV006366 AMERICAN EXPRESS NATIONAL BANK vs. STEENS, HANK PARKER, L. MICHAEL for Pltf., for Dft. bbox=[141, 275, 255, 300]
order-paragraph: Join Zoom Meeting bbox=[530, 865, 591, 873]
case-entry: 24FD004362A THE STATE OF GEORGIA vs. ALLISON, PHILLIP F. for Pltf., STEIN, GEORGE ALBERT for Dft. bbox=[400, 1396, 517, 1422]
masthead-rule bbox=[12, 104, 780, 106]
case-entry: 25EV006678 GROGAN, ROBERT vs. DOE, JOHN;GUTHRIE, MARCUS;WADE, LLC DAVIS, JOSHUA G for Pltf., CANNON, RAQUELLE;COPPIN, JOYCE W.;STEELE, KELLI;YODER, KRISTIN for Dft. bbox=[141, 836, 259, 897]
calendar-heading-line: JUDGE bbox=[577, 670, 604, 680]
case-entry: 23FB009367J THE STATE OF GEORGIA vs. CHAUDHRY, MOHAMMAD for Pltf., BRUBAKER, COURTNEY for Dft. bbox=[400, 358, 506, 393]
case-entry: 25EV005811 STEWARD, THOMAS D. vs. COOPER, TIMOTHY,T.W.C & ASSOCIATES, INC/TRI-SOUTHEAST INC. BRICE, TREVOR;LAKRAJ, ADEASH A;ODETUNDE, ADEWALE;TEILHET, ROBERT for Pltf., COBB, JENNIFER L;FLOYD, WILLIAM DANIEL;MITCHELL, TYLER for Dft. bbox=[12, 636, 128, 705]
case-entry: 22FD005353C THE STATE OF GEORGIA vs. WRIGHT, STEPHEN REID, LEIGH C. for Pltf., JOHNSON, ERIC R for Dft. bbox=[400, 1114, 510, 1149]
case-entry: 25EV005857 WELLS FARGO BANK, N.A. vs. PARKER, RANDOLPH DEMIANCZYK, CULLAN M. for Pltf., for Dft. bbox=[12, 752, 129, 786]
case-entry: 25EV005918 NAVY FEDERAL CREDIT UNION vs. MILLARD, CHRIS D GRIMES, DANIEL LAWRENCE for Pltf., for Dft. bbox=[12, 933, 129, 967]
calendar-heading-line: 12/01/2025 bbox=[571, 708, 609, 718]
case-entry: 25EV005906 JPMORGAN CHASE BANK, N.A. vs. BRADI, DION GRIMES, DANIEL LAWRENCE for Pltf., for Dft. bbox=[12, 906, 129, 931]
case-entry: 25FD005403A THE STATE OF GEORGIA vs. HENRY, TYRELL D for Pltf., for Dft. bbox=[530, 585, 640, 611]
calendar-heading-line: 10:00 AM bbox=[444, 962, 477, 972]
case-entry: 25FD004459E THE STATE OF GEORGIA vs. THURSTON, DAMIEN D for Pltf., for Dft. bbox=[530, 475, 646, 501]
case-entry: 25EV007148 AMERICAN EXPRESS NATIONAL BANK vs. BAHRAOUI, KHALID WATERS, MIA L. for Pltf., for Dft. bbox=[271, 166, 381, 201]
calendar-heading-line: Tailor bbox=[710, 371, 730, 381]
case-entry: 24EV004400 CROWN ASSET MANAGEMENT LLC ASSIGNEE OF FIRST BANK & TRUST vs. MCGAHEE, ROBERT REAGIN, ROY D, JR. for Pltf., for Dft. bbox=[660, 1060, 778, 1103]
calendar-heading-line: Tailor bbox=[580, 680, 601, 690]
issue-date: WEDNESDAY, OCTOBER 29, 2025 bbox=[63, 9, 292, 25]
case-entry: 23CR003300H THE STATE OF GEORGIA vs. SANCHEZ-ORTUNO, MARIA for Pltf., BESKIN, SAMANTHA M. for Dft. bbox=[400, 322, 513, 357]
case-entry: 25EV006489 VELOCITY INVESTMENTS, LLC ASSIGNEE OF UPSTART NETWORK, INC vs. SCOTT, SHIRLEY REAGIN, ROY D, JR. for Pltf., for Dft. bbox=[660, 1240, 779, 1283]
case-entry: 25EV005710 ARGOS USA, LLC vs. BARLOWE BROTHERS CONST., LLC/BARLOWE BROTHERS, LLC/BARLOWE, CURTIS CLOSE, CORY for Pltf., for Dft. bbox=[12, 446, 117, 489]
case-entry: 24CR002650H THE STATE OF GEORGIA vs. STALLWORTH, TIFFANY NICOLE NIXON, JUSTIN for Pltf., MERRELL, RASHEED D for Dft. bbox=[400, 431, 518, 465]
case-entry: 24EV005354 TWENTY-SIXTH STREET CONDOMINIUM ASSOCIATION, INC. vs. HUNSINGER, JOHNATHAN O'CONNELL, ERIN for Pltf., for Dft. bbox=[530, 1385, 648, 1420]
case-entry: 25EV006198 MCNEIL & MEYERS RECEIVABLES MA ASSIGNEE OF SUNRISE BANK vs. LEE, EBONY REAGIN, ROY D, JR. for Pltf., for Dft. bbox=[141, 121, 252, 156]
case-entry: 24FD007384B THE STATE OF GEORGIA vs. SWANSON, JEFFREY MICHAEL for Pltf., MELNICK, DEBORAH LYNN for Dft. bbox=[530, 166, 640, 201]
column-6 bbox=[660, 112, 780, 1578]
case-entry: 25EV001617 FRANKLIN, ZAYDRIAN vs. COUTURIER, ASHLEY;DOE, JOHN;SYLVAN, HOLLINS SWANK, WILLIAM L, III for Pltf., for Dft. bbox=[660, 212, 780, 247]
case-entry: 24FB004856J THE STATE OF GEORGIA vs. CHAUDHRY, MOHAMMAD NIXON, JUSTIN for Pltf., BRUBAKER, COURTNEY for Dft. bbox=[400, 584, 515, 619]
